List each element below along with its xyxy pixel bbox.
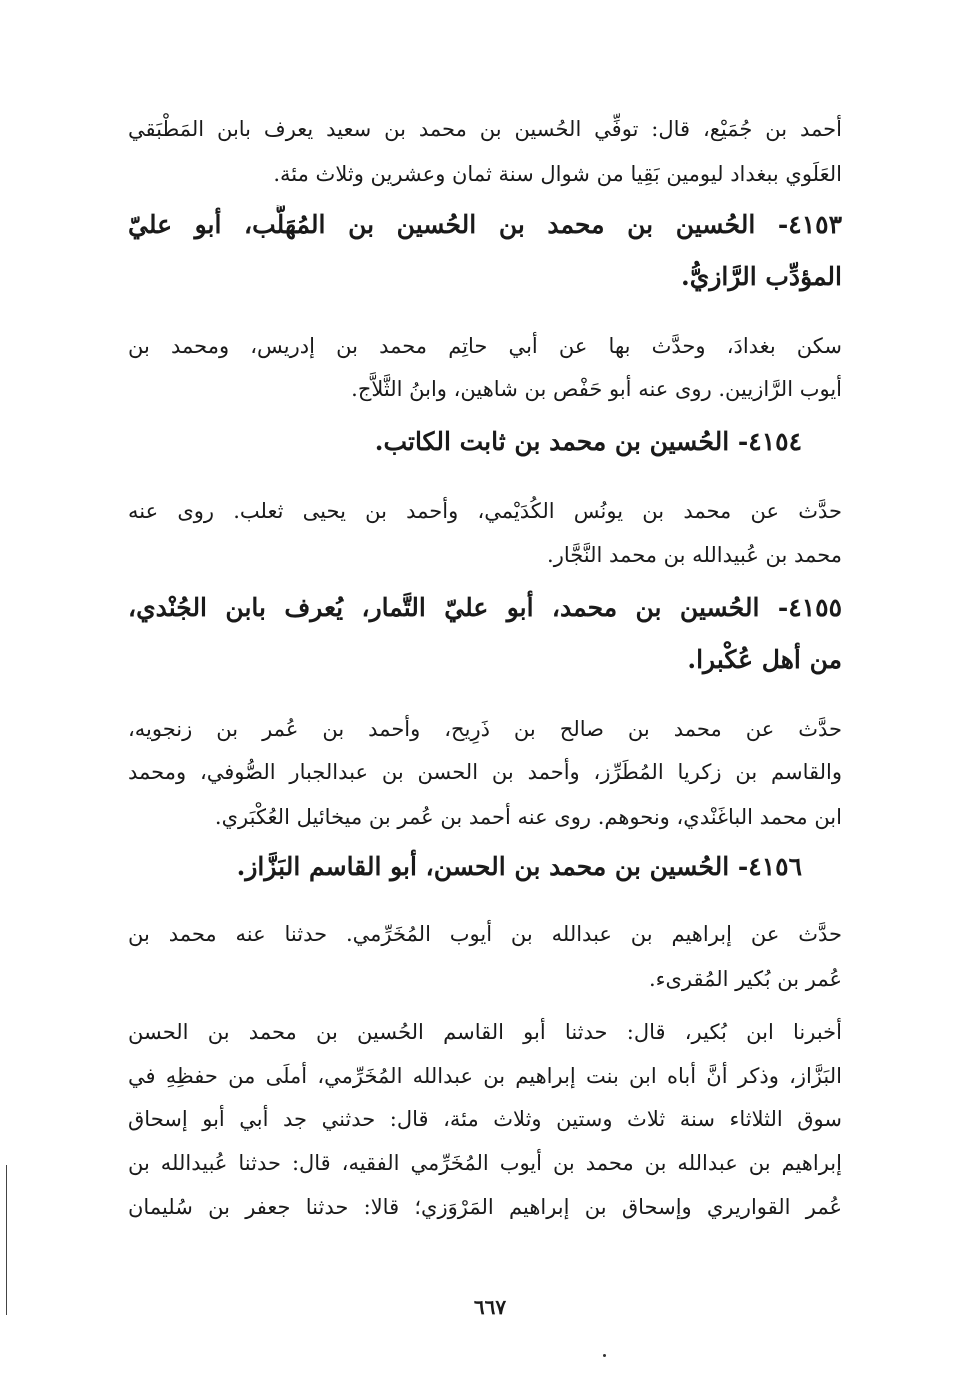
text-line: أيوب الرَّازيين. روى عنه أبو حَفْص بن شاهين، وابنُ الثَّلاَّج.: [351, 377, 842, 401]
entry-heading-4155-cont: من أهل عُكْبرا.: [687, 645, 842, 674]
text-line: البَزَّاز، وذكر أنَّ أباه ابن بنت إبراهيم بن عبدالله المُخَرِّمي، أملَى من حفظِهِ في: [128, 1064, 842, 1088]
entry-heading-4156: ٤١٥٦- الحُسين بن محمد بن الحسن، أبو القاسم البَزَّاز.: [236, 852, 802, 881]
scan-speck: [603, 1354, 606, 1357]
text-line: العَلَوي ببغداد ليومين بَقِيا من شوال سنة ثمان وعشرين وثلاث مئة.: [273, 162, 842, 186]
text-line: سوق الثلاثاء سنة ثلاث وستين وثلاث مئة، قال: حدثني جد أبي أبو إسحاق: [128, 1107, 842, 1131]
entry-heading-4154: ٤١٥٤- الحُسين بن محمد بن ثابت الكاتب.: [374, 427, 802, 456]
text-line: حدَّث عن إبراهيم بن عبدالله بن أيوب المُخَرِّمي. حدثنا عنه محمد بن: [128, 922, 842, 946]
text-line: إبراهيم بن عبدالله بن محمد بن أيوب المُخَرِّمي الفقيه، قال: حدثنا عُبيدالله بن: [128, 1151, 842, 1175]
text-line: سكن بغدادَ، وحدَّث بها عن أبي حاتِم محمد بن إدريس، ومحمد بن: [128, 334, 842, 358]
entry-heading-4153-cont: المؤدِّب الرَّازيُّ.: [681, 262, 842, 291]
text-line: عُمر بن بُكير المُقرىء.: [648, 967, 842, 991]
text-line: حدَّث عن محمد بن صالح بن ذَرِيح، وأحمد بن عُمر بن زنجويه،: [128, 717, 842, 741]
text-line: أخبرنا ابن بُكير، قال: حدثنا أبو القاسم الحُسين بن محمد بن الحسن: [128, 1020, 842, 1044]
text-line: ابن محمد الباغَنْدي، ونحوهم. روى عنه أحمد بن عُمر بن ميخائيل العُكْبَري.: [214, 805, 842, 829]
text-line: والقاسم بن زكريا المُطَرِّز، وأحمد بن الحسن بن عبدالجبار الصُّوفي، ومحمد: [128, 760, 842, 784]
entry-heading-4153: ٤١٥٣- الحُسين بن محمد بن الحُسين بن المُهَلَّب، أبو عليّ: [128, 210, 842, 239]
scan-edge-line: [6, 1165, 7, 1315]
text-line: محمد بن عُبيدالله بن محمد النَّجَّار.: [547, 543, 842, 567]
text-line: أحمد بن جُمَيْع، قال: توفِّي الحُسين بن محمد بن سعيد يعرف بابن المَطْبَقي: [128, 117, 842, 141]
entry-heading-4155: ٤١٥٥- الحُسين بن محمد، أبو عليّ التَّمار، يُعرف بابن الجُنْدي،: [128, 593, 842, 622]
page-number: ٦٦٧: [473, 1295, 507, 1319]
text-line: حدَّث عن محمد بن يونُس الكُدَيْمي، وأحمد بن يحيى ثعلب. روى عنه: [128, 499, 842, 523]
text-line: عُمر القواريري وإسحاق بن إبراهيم المَرْوَزي؛ قالا: حدثنا جعفر بن سُليمان: [128, 1195, 842, 1219]
